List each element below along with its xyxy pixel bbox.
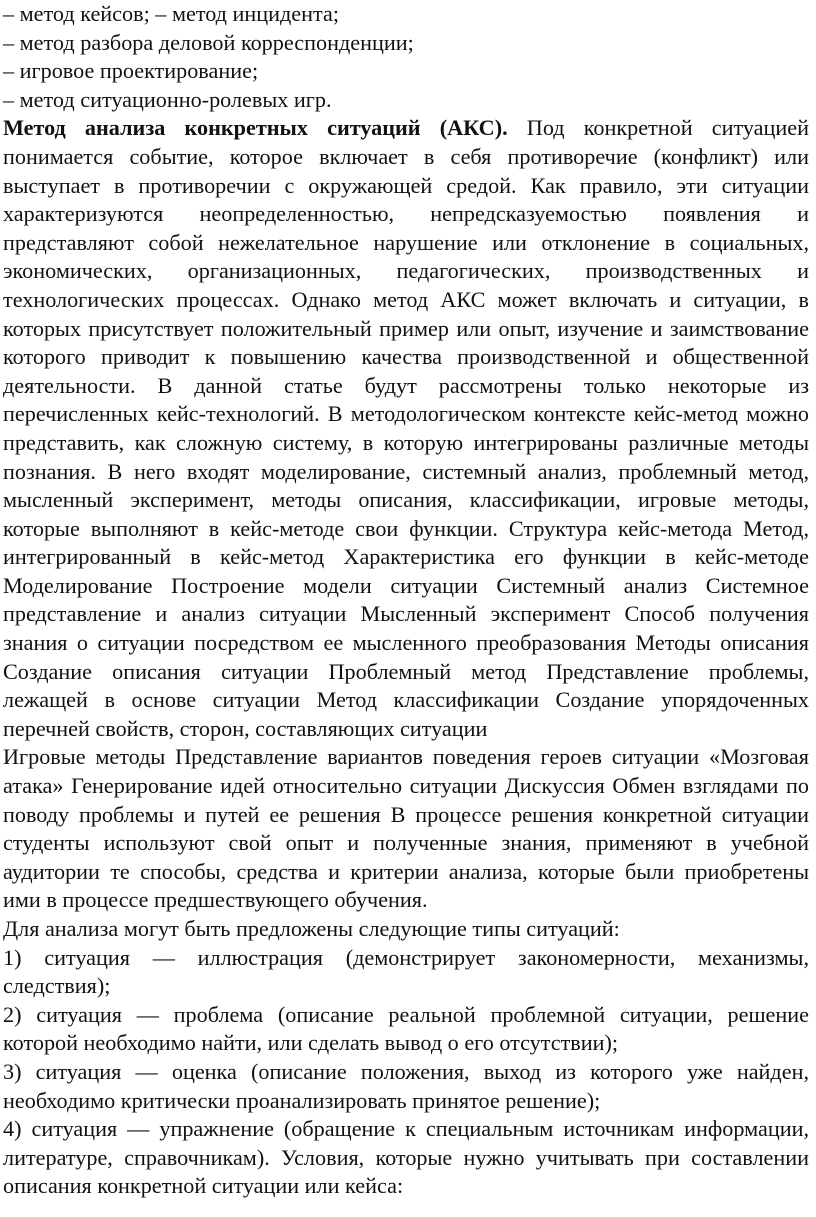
list-item-game-design: – игровое проектирование; — [3, 58, 259, 84]
situation-type-exercise: 4) ситуация — упражнение (обращение к специальным источникам информации, литературе, справочникам). Условия, которые нужно учитывать при составлении описания конкретной ситуации или кейса: — [3, 1116, 809, 1199]
aks-section-paragraph — [3, 114, 809, 743]
situation-types-intro: Для анализа могут быть предложены следующие типы ситуаций: — [3, 916, 620, 941]
situation-type-assessment: 3) ситуация — оценка (описание положения, выход из которого уже найден, необходимо критически проанализировать принятое решение); — [3, 1058, 809, 1113]
game-methods-paragraph: Игровые методы Представление вариантов поведения героев ситуации «Мозговая атака» Генерирование идей относительно ситуации Дискуссия Обмен взглядами по поводу проблемы и путей ее решения В процессе решения конкретной ситуации студенты используют свой опыт и полученные знания, применяют в учебной аудитории те способы, средства и критерии анализа, которые были приобретены ими в процессе предшествующего обучения. — [3, 744, 809, 913]
list-item-case-incident: – метод кейсов; – метод инцидента; — [3, 1, 340, 26]
aks-section-body: Под конкретной ситуацией понимается событие, которое включает в себя противоречие (конфликт) или выступает в противоречии с окружающей средой. Как правило, эти ситуации характеризуются неопределенностью, непредсказуемостью появления и представляют собой нежелательное нарушение или отклонение в социальных, экономических, организационных, педагогических, производственных и технологических процессах. Однако метод АКС может включать и ситуации, в которых присутствует положительный пример или опыт, изучение и заимствование которого приводит к повышению качества производственной и общественной деятельности. В данной статье будут рассмотрены только некоторые из перечисленных кейс-технологий. В методологическом контексте кейс-метод можно представить, как сложную систему, в которую интегрированы различные методы познания. В него входят моделирование, системный анализ, проблемный метод, мысленный эксперимент, методы описания, классификации, игровые методы, которые выполняют в кейс-методе свои функции. Структура кейс-метода Метод, интегрированный в кейс-метод Характеристика его функции в кейс-методе Моделирование Построение модели ситуации Системный анализ Системное представление и анализ ситуации Мысленный эксперимент Способ получения знания о ситуации посредством ее мысленного преобразования Методы описания Создание описания ситуации Проблемный метод Представление проблемы, лежащей в основе ситуации Метод классификации Создание упорядоченных перечней свойств, сторон, составляющих ситуации — [3, 115, 809, 741]
aks-section-heading: Метод анализа конкретных ситуаций (АКС). — [3, 115, 508, 141]
list-item-correspondence: – метод разбора деловой корреспонденции; — [3, 29, 414, 55]
situation-type-problem: 2) ситуация — проблема (описание реальной проблемной ситуации, решение которой необходимо найти, или сделать вывод о его отсутствии); — [3, 1001, 809, 1056]
situation-type-illustration: 1) ситуация — иллюстрация (демонстрирует закономерности, механизмы, следствия); — [3, 944, 809, 999]
list-item-role-games: – метод ситуационно-ролевых игр. — [3, 86, 332, 112]
